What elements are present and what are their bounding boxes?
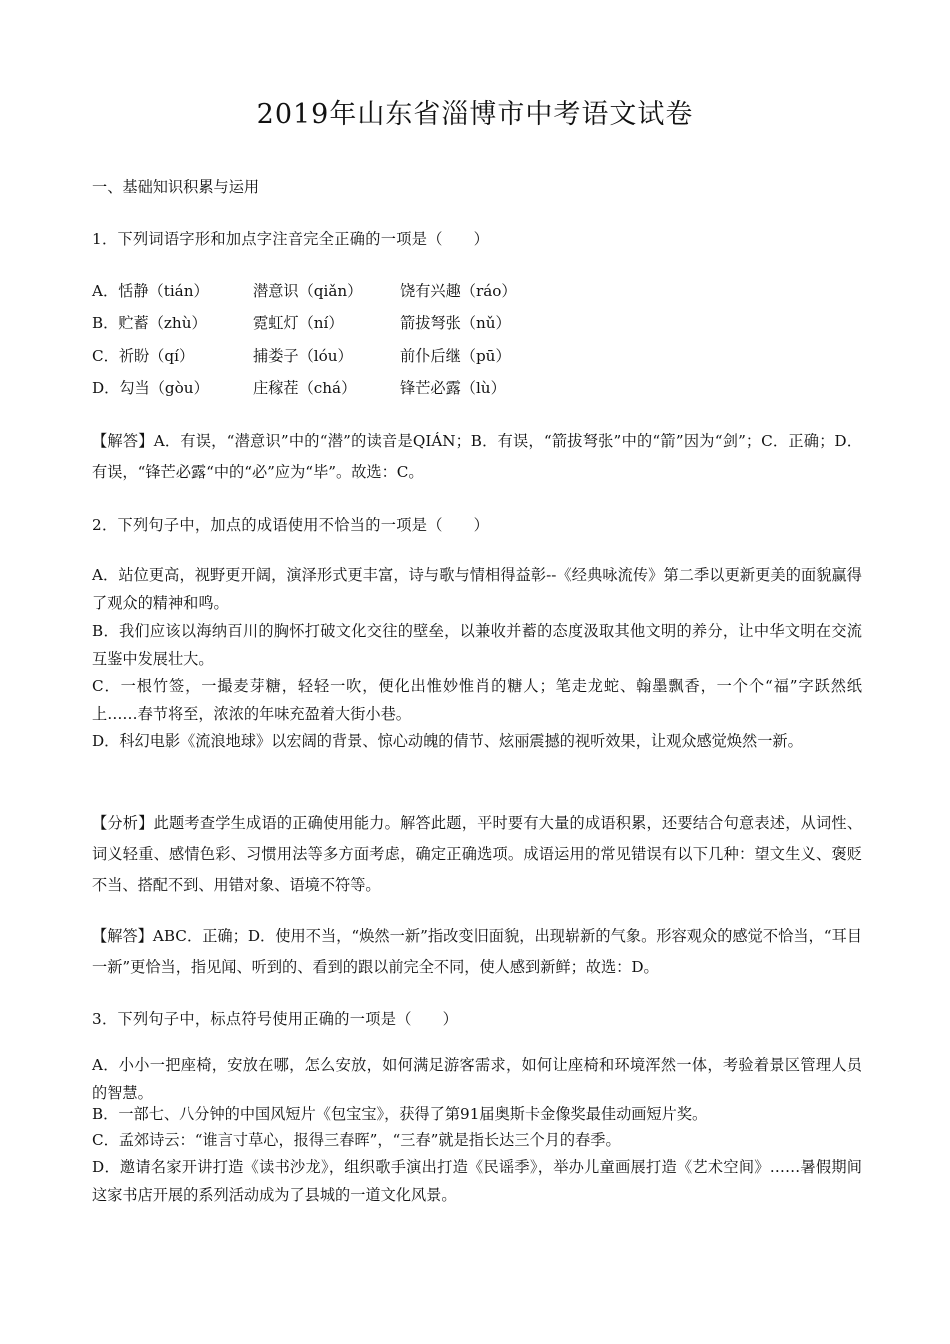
q1-option-b-1: B．贮蓄（zhù）: [92, 314, 207, 332]
q1-option-a-3: 饶有兴趣（ráo）: [400, 282, 517, 300]
q2-option-b: B．我们应该以海纳百川的胸怀打破文化交往的壁垒，以兼收并蓄的态度汲取其他文明的养分，让中华文明在交流互鉴中发展壮大。: [92, 622, 862, 668]
q2-analysis: 【分析】此题考查学生成语的正确使用能力。解答此题，平时要有大量的成语积累，还要结合句意表述，从词性、词义轻重、感情色彩、习惯用法等多方面考虑，确定正确选项。成语运用的常见错误有以下几种：望文生义、褒贬不当、搭配不到、用错对象、语境不符等。: [92, 814, 862, 894]
q1-option-b-2: 霓虹灯（ní）: [253, 314, 344, 332]
section-heading: 一、基础知识积累与运用: [92, 178, 260, 196]
q2-option-c: C．一根竹签，一撮麦芽糖，轻轻一吹，便化出惟妙惟肖的糖人；笔走龙蛇、翰墨飘香，一个个“福”字跃然纸上……春节将至，浓浓的年味充盈着大街小巷。: [92, 677, 862, 723]
q1-option-a-1: A．恬静（tián）: [92, 282, 209, 300]
q1-option-a-2: 潜意识（qiǎn）: [253, 282, 363, 300]
question-2-stem: 2．下列句子中，加点的成语使用不恰当的一项是（ ）: [92, 516, 490, 534]
q3-option-c: C．孟郊诗云：“谁言寸草心，报得三春晖”，“三春”就是指长达三个月的春季。: [92, 1131, 621, 1149]
q2-option-a: A．站位更高，视野更开阔，演泽形式更丰富，诗与歌与情相得益彰--《经典咏流传》第二季以更新更美的面貌赢得了观众的精神和鸣。: [92, 566, 862, 612]
q2-answer: 【解答】ABC．正确；D．使用不当，“焕然一新”指改变旧面貌，出现崭新的气象。形容观众的感觉不恰当，“耳目一新”更恰当，指见闻、听到的、看到的跟以前完全不同，使人感到新鲜；故选：D。: [92, 927, 862, 976]
question-3-stem: 3．下列句子中，标点符号使用正确的一项是（ ）: [92, 1010, 459, 1028]
q1-answer: 【解答】A．有误，“潜意识”中的“潜”的读音是QIÁN；B．有误，“箭拔弩张”中的“箭”因为“剑”；C．正确；D．有误，“锋芒必露“中的“必”应为“毕”。故选：C。: [92, 432, 862, 481]
q1-option-c-3: 前仆后继（pū）: [400, 347, 511, 365]
q3-option-d: D．邀请名家开讲打造《读书沙龙》，组织歌手演出打造《民谣季》，举办儿童画展打造《艺术空间》……暑假期间这家书店开展的系列活动成为了县城的一道文化风景。: [92, 1158, 862, 1204]
q1-option-c-1: C．祈盼（qí）: [92, 347, 195, 365]
q3-option-a: A．小小一把座椅，安放在哪，怎么安放，如何满足游客需求，如何让座椅和环境浑然一体，考验着景区管理人员的智慧。: [92, 1056, 862, 1102]
q1-option-d-3: 锋芒必露（lù）: [400, 379, 506, 397]
q2-option-d: D．科幻电影《流浪地球》以宏阔的背景、惊心动魄的倩节、炫丽震撼的视听效果，让观众感觉焕然一新。: [92, 732, 803, 750]
question-1-stem: 1．下列词语字形和加点字注音完全正确的一项是（ ）: [92, 230, 490, 248]
q1-option-d-1: D．勾当（gòu）: [92, 379, 209, 397]
q1-option-c-2: 捕娄子（lóu）: [253, 347, 353, 365]
q1-option-d-2: 庄稼茬（chá）: [253, 379, 357, 397]
q3-option-b: B．一部七、八分钟的中国风短片《包宝宝》，获得了第91届奥斯卡金像奖最佳动画短片奖。: [92, 1105, 708, 1123]
q1-option-b-3: 箭拔弩张（nǔ）: [400, 314, 511, 332]
page-title: 2019年山东省淄博市中考语文试卷: [256, 99, 694, 130]
